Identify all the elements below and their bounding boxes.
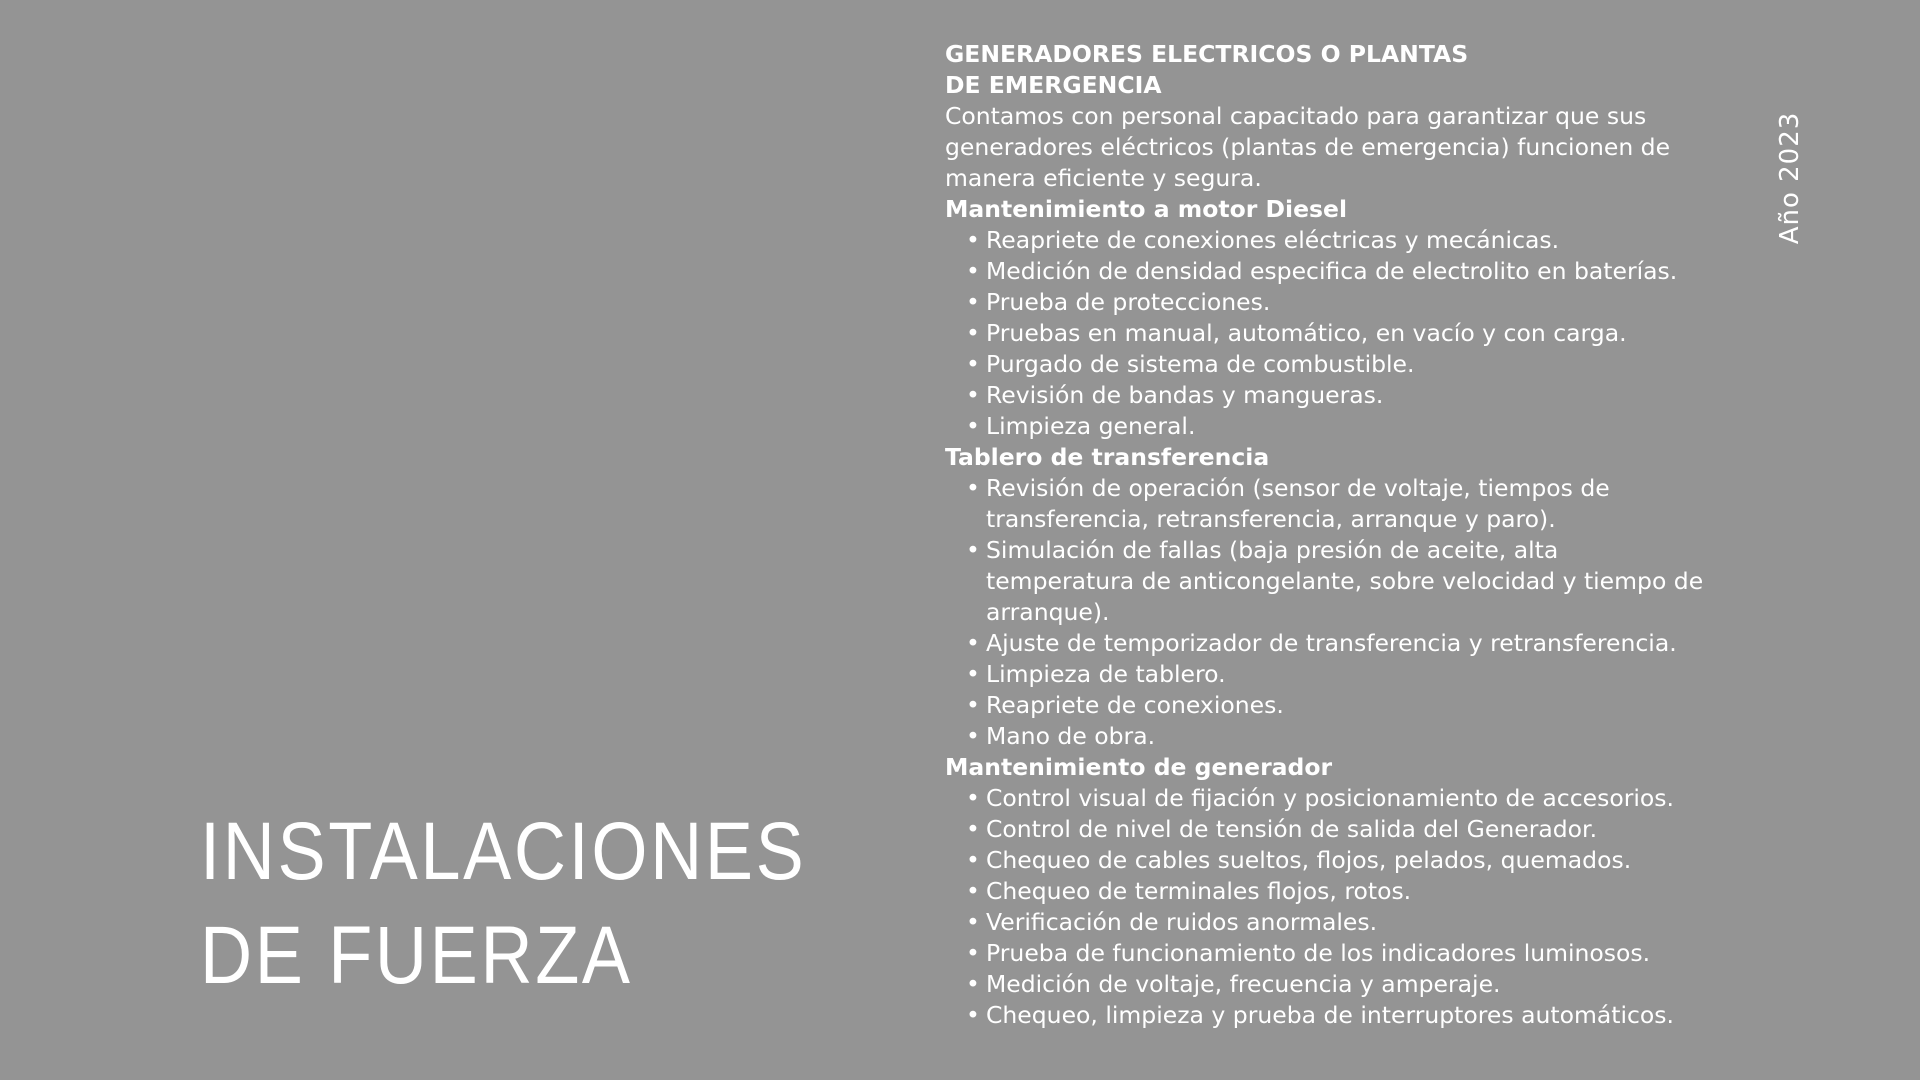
list-item: • Reapriete de conexiones.: [986, 690, 1705, 721]
list-item: • Limpieza de tablero.: [986, 659, 1705, 690]
list-item: • Pruebas en manual, automático, en vacío y con carga.: [986, 318, 1705, 349]
list-item: • Control visual de fijación y posicionamiento de accesorios.: [986, 783, 1705, 814]
intro-paragraph: Contamos con personal capacitado para garantizar que sus generadores eléctricos (plantas de emergencia) funcionen de manera eficiente y segura.: [945, 102, 1671, 192]
section-tablero-transferencia: [945, 442, 1705, 752]
list-item: • Revisión de bandas y mangueras.: [986, 380, 1705, 411]
section-list: [945, 783, 1705, 1031]
list-item: • Medición de voltaje, frecuencia y amperaje.: [986, 969, 1705, 1000]
list-item: • Limpieza general.: [986, 411, 1705, 442]
document-heading: GENERADORES ELECTRICOS O PLANTAS DE EMERGENCIA: [945, 40, 1469, 99]
list-item: • Chequeo de cables sueltos, flojos, pelados, quemados.: [986, 845, 1705, 876]
list-item: • Chequeo, limpieza y prueba de interruptores automáticos.: [986, 1000, 1705, 1031]
year-label: Año 2023: [1775, 111, 1805, 245]
list-item: • Reapriete de conexiones eléctricas y mecánicas.: [986, 225, 1705, 256]
list-item: • Verificación de ruidos anormales.: [986, 907, 1705, 938]
section-title: Mantenimiento de generador: [945, 753, 1333, 781]
list-item: • Revisión de operación (sensor de voltaje, tiempos de transferencia, retransferencia, arranque y paro).: [986, 473, 1705, 535]
list-item: • Chequeo de terminales flojos, rotos.: [986, 876, 1705, 907]
list-item: • Simulación de fallas (baja presión de aceite, alta temperatura de anticongelante, sobre velocidad y tiempo de arranque).: [986, 535, 1705, 628]
list-item: • Medición de densidad especifica de electrolito en baterías.: [986, 256, 1705, 287]
list-item: • Prueba de funcionamiento de los indicadores luminosos.: [986, 938, 1705, 969]
page-title: INSTALACIONES DE FUERZA: [200, 806, 807, 1001]
list-item: • Mano de obra.: [986, 721, 1705, 752]
section-title: Mantenimiento a motor Diesel: [945, 195, 1348, 223]
section-mantenimiento-generador: [945, 752, 1705, 1031]
section-list: [945, 473, 1705, 752]
list-item: • Control de nivel de tensión de salida del Generador.: [986, 814, 1705, 845]
content-column: [945, 39, 1705, 1031]
section-title: Tablero de transferencia: [945, 443, 1270, 471]
section-list: [945, 225, 1705, 442]
list-item: • Ajuste de temporizador de transferencia y retransferencia.: [986, 628, 1705, 659]
section-motor-diesel: [945, 194, 1705, 442]
list-item: • Purgado de sistema de combustible.: [986, 349, 1705, 380]
list-item: • Prueba de protecciones.: [986, 287, 1705, 318]
